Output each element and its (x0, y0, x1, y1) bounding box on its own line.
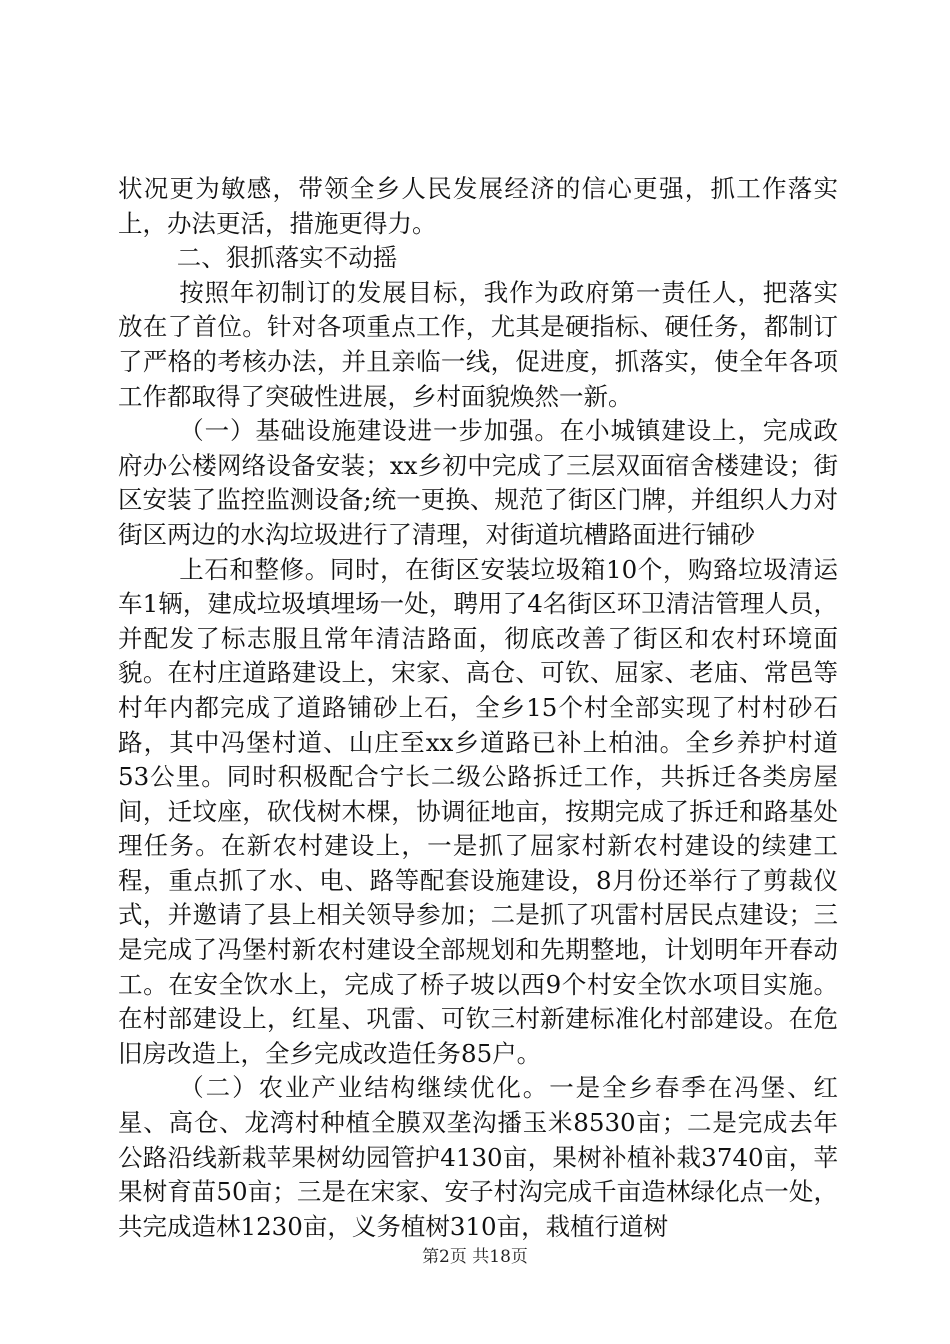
paragraph-4: （一）基础设施建设进一步加强。在小城镇建设上，完成政府办公楼网络设备安装；xx乡初中完成了三层双面宿舍楼建设；街区安装了监控监测设备;统一更换、规范了街区门牌，并组织人力对街区两边的水沟垃圾进行了清理，对街道坑槽路面进行铺砂 (118, 416, 838, 549)
paragraph-5: 上石和整修。同时，在街区安装垃圾箱10个，购臵垃圾清运车1辆，建成垃圾填埋场一处，聘用了4名街区环卫清洁管理人员，并配发了标志服且常年清洁路面，彻底改善了街区和农村环境面貌。在村庄道路建设上，宋家、高仓、可钦、屈家、老庙、常邑等村年内都完成了道路铺砂上石，全乡15个村全部实现了村村砂石路，其中冯堡村道、山庄至xx乡道路已补上柏油。全乡养护村道53公里。同时积极配合宁长二级公路拆迁工作，共拆迁各类房屋间，迁坟座，砍伐树木棵，协调征地亩，按期完成了拆迁和路基处理任务。在新农村建设上，一是抓了屈家村新农村建设的续建工程，重点抓了水、电、路等配套设施建设，8月份还举行了剪裁仪式，并邀请了县上相关领导参加；二是抓了巩雷村居民点建设；三是完成了冯堡村新农村建设全部规划和先期整地，计划明年开春动工。在安全饮水上，完成了桥子坡以西9个村安全饮水项目实施。在村部建设上，红星、巩雷、可钦三村新建标准化村部建设。在危旧房改造上，全乡完成改造任务85户。 (118, 554, 838, 1068)
section-heading-2: 二、狠抓落实不动摇 (176, 243, 398, 273)
document-body (118, 172, 838, 1244)
page-footer: 第2页 共18页 (422, 1247, 528, 1267)
paragraph-3: 按照年初制订的发展目标，我作为政府第一责任人，把落实放在了首位。针对各项重点工作，尤其是硬指标、硬任务，都制订了严格的考核办法，并且亲临一线，促进度，抓落实，使全年各项工作都取得了突破性进展，乡村面貌焕然一新。 (118, 277, 838, 411)
paragraph-1: 状况更为敏感，带领全乡人民发展经济的信心更强，抓工作落实上，办法更活，措施更得力。 (118, 174, 838, 238)
paragraph-6: （二）农业产业结构继续优化。一是全乡春季在冯堡、红星、高仓、龙湾村种植全膜双垄沟播玉米8530亩；二是完成去年公路沿线新栽苹果树幼园管护4130亩，果树补植补栽3740亩，苹果树育苗50亩；三是在宋家、安子村沟完成千亩造林绿化点一处，共完成造林1230亩，义务植树310亩，栽植行道树 (118, 1073, 838, 1241)
